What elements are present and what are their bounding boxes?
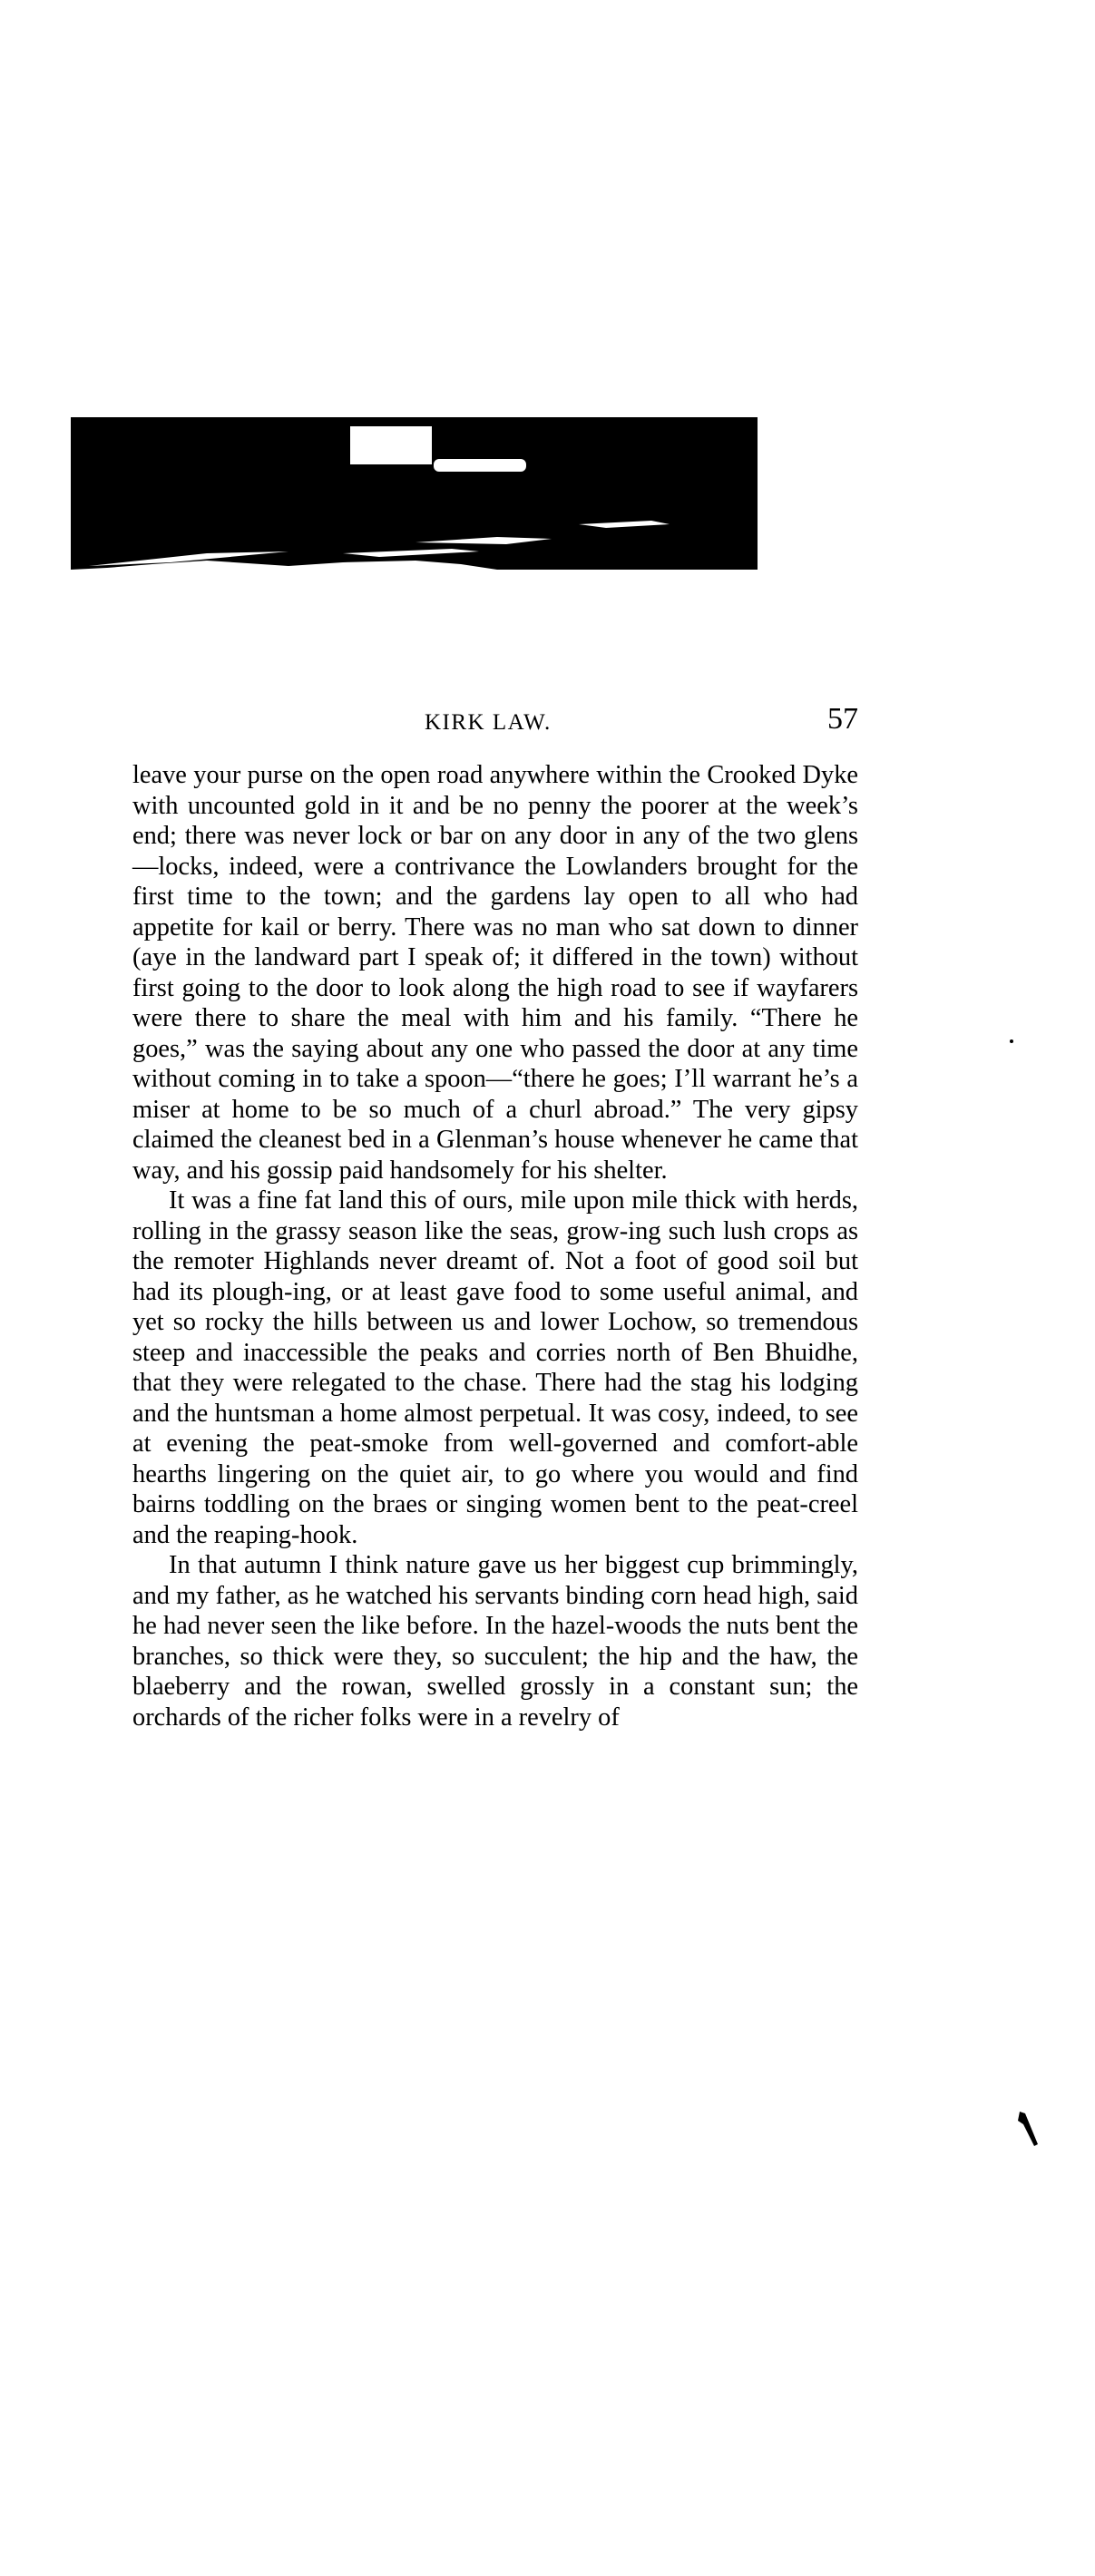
scan-artifact-block bbox=[71, 417, 758, 570]
paragraph-2: It was a fine fat land this of ours, mile upon mile thick with herds, rolling in the grassy season like the seas, grow-ing such lush crops as the remoter Highlands never dreamt of. Not a foot of good soil but had its plough-ing, or at least gave food to some useful animal, and yet so rocky the hills between us and lower Lochow, so tremendous steep and inaccessible the peaks and corries north of Ben Bhuidhe, that they were relegated to the chase. There had the stag his lodging and the huntsman a home almost perpetual. It was cosy, indeed, to see at evening the peat-smoke from well-governed and comfort-able hearths lingering on the quiet air, to go where you would and find bairns toddling on the braes or singing women bent to the peat-creel and the reaping-hook. bbox=[132, 1186, 858, 1549]
body-text bbox=[132, 760, 858, 1732]
scan-speck-dot bbox=[1010, 1039, 1013, 1043]
scan-artifact-white-patch bbox=[350, 426, 432, 464]
running-head: KIRK LAW. bbox=[425, 710, 552, 735]
page-number: 57 bbox=[827, 702, 858, 736]
paragraph-1: leave your purse on the open road anywhere within the Crooked Dyke with uncounted gold in it and be no penny the poorer at the week’s end; there was never lock or bar on any door in any of the two glens—locks, indeed, were a contrivance the Lowlanders brought for the first time to the town; and the gardens lay open to all who had appetite for kail or berry. There was no man who sat down to dinner (aye in the landward part I speak of; it differed in the town) without first going to the door to look along the high road to see if wayfarers were there to share the meal with him and his family. “There he goes,” was the saying about any one who passed the door at any time without coming in to take a spoon—“there he goes; I’ll warrant he’s a miser at home to be so much of a churl abroad.” The very gipsy claimed the cleanest bed in a Glenman’s house whenever he came that way, and his gossip paid handsomely for his shelter. bbox=[132, 761, 858, 1185]
scan-artifact-white-stroke bbox=[434, 459, 526, 472]
paragraph-3: In that autumn I think nature gave us her biggest cup brimmingly, and my father, as he watched his servants binding corn head high, said he had never seen the like before. In the hazel-woods the nuts bent the branches, so thick were they, so succulent; the hip and the haw, the blaeberry and the rowan, swelled grossly in a constant sun; the orchards of the richer folks were in a revelry of bbox=[132, 1551, 858, 1732]
page-header bbox=[132, 698, 858, 753]
scan-speck-mark bbox=[1018, 2112, 1040, 2146]
